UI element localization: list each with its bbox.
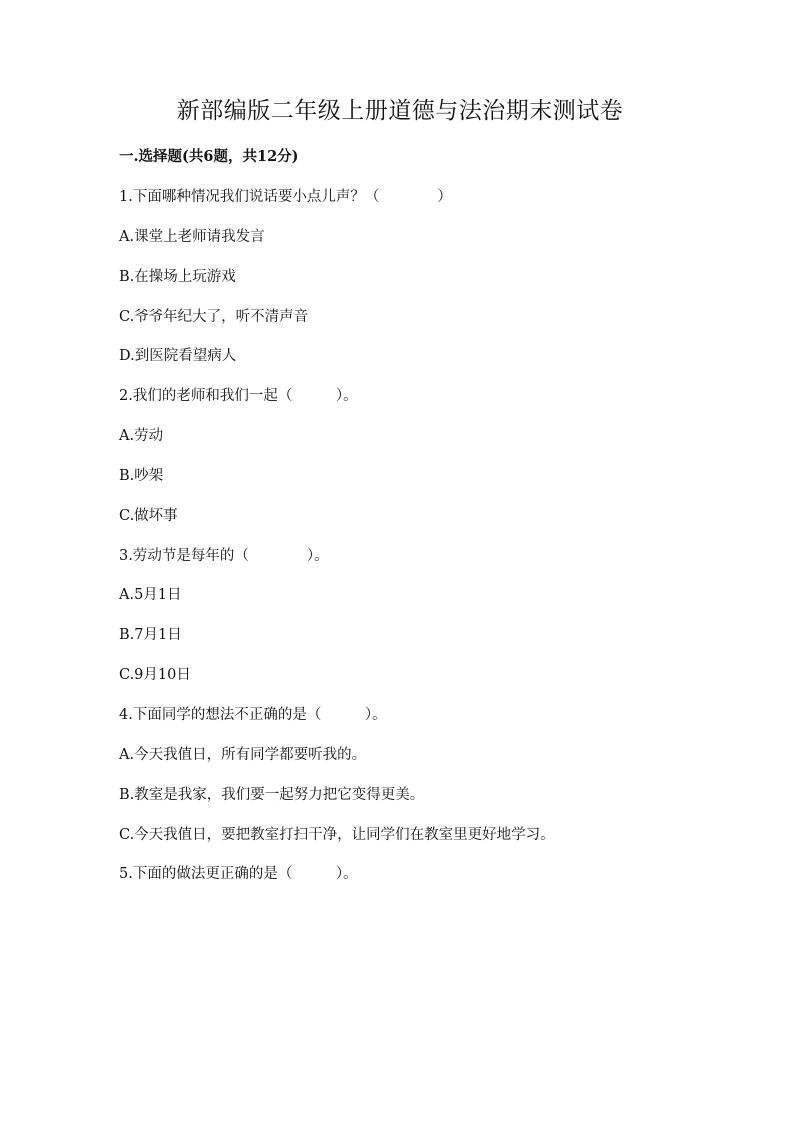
question-3-option-c: C.9月10日 (119, 667, 191, 684)
question-3-option-b: B.7月1日 (119, 627, 182, 644)
question-2-option-a: A.劳动 (119, 428, 164, 445)
question-4-option-b: B.教室是我家，我们要一起努力把它变得更美。 (119, 786, 425, 803)
question-1-option-d: D.到医院看望病人 (119, 348, 237, 365)
question-2-option-b: B.吵架 (119, 467, 164, 484)
question-4-stem: 4.下面同学的想法不正确的是（ ）。 (119, 706, 387, 723)
question-4-option-a: A.今天我值日，所有同学都要听我的。 (119, 746, 367, 763)
question-list (119, 185, 719, 902)
question-2-stem: 2.我们的老师和我们一起（ ）。 (119, 388, 358, 405)
question-1-option-a: A.课堂上老师请我发言 (119, 228, 265, 245)
question-1-stem: 1.下面哪种情况我们说话要小点儿声？（ ） (119, 189, 452, 205)
section-heading: 一.选择题(共6题，共12分) (119, 148, 299, 165)
page-title: 新部编版二年级上册道德与法治期末测试卷 (176, 98, 624, 124)
question-1-option-b: B.在操场上玩游戏 (119, 268, 236, 285)
question-3-stem: 3.劳动节是每年的（ ）。 (119, 547, 329, 564)
question-1-option-c: C.爷爷年纪大了，听不清声音 (119, 308, 309, 325)
question-4-option-c: C.今天我值日，要把教室打扫干净，让同学们在教室里更好地学习。 (119, 826, 555, 843)
question-3-option-a: A.5月1日 (119, 587, 182, 604)
question-5-stem: 5.下面的做法更正确的是（ ）。 (119, 866, 358, 883)
question-2-option-c: C.做坏事 (119, 507, 178, 524)
